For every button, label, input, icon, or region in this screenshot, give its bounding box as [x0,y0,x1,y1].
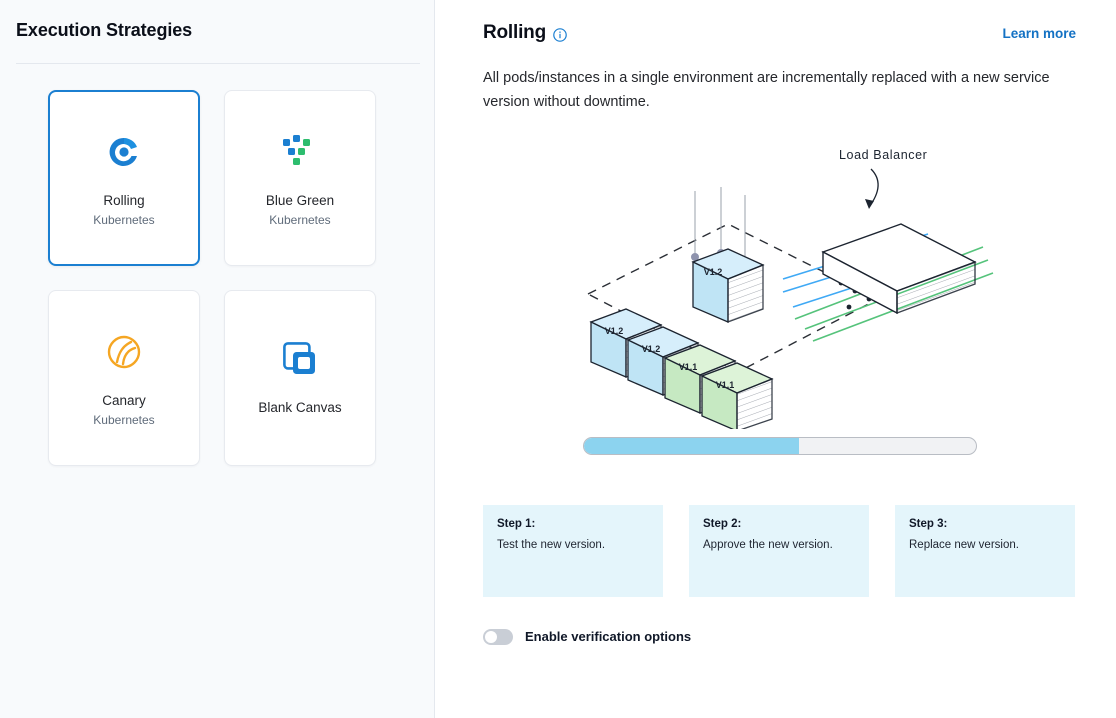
step-title: Step 1: [497,517,536,530]
strategy-card-sub: Kubernetes [93,213,155,227]
step-title: Step 2: [703,517,742,530]
strategy-card-label: Blue Green [265,193,335,208]
svg-text:V1.2: V1.2 [703,266,723,277]
svg-text:V1.2: V1.2 [604,325,624,336]
strategy-sidebar [0,0,435,718]
steps-list [483,505,1076,597]
step-card [689,505,869,597]
verification-options-row [483,629,1076,645]
strategy-card-sub: Kubernetes [93,413,155,427]
strategy-card-blank-canvas[interactable] [224,290,376,466]
strategy-card-label: Blank Canvas [258,400,342,415]
step-text: Approve the new version. [703,538,833,551]
step-card [895,505,1075,597]
blue-green-icon [283,129,317,175]
svg-text:V1.2: V1.2 [641,343,661,354]
learn-more-link[interactable]: Learn more [1002,25,1076,41]
detail-title: Rolling [483,22,546,43]
rolling-diagram [483,129,1103,429]
canary-icon [107,329,141,375]
step-text: Test the new version. [497,538,606,551]
enable-verification-label: Enable verification options [525,629,692,644]
step-title: Step 3: [909,517,948,530]
step-text: Replace new version. [909,538,1019,551]
rollout-progress-bar [583,437,977,455]
rollout-progress-fill [584,438,800,454]
detail-header [483,22,1076,44]
page-title: Execution Strategies [16,20,193,40]
strategy-card-label: Canary [102,393,146,408]
strategy-card-sub: Kubernetes [269,213,331,227]
blank-canvas-icon [283,336,317,382]
svg-text:V1.1: V1.1 [715,379,735,390]
load-balancer-label: Load Balancer [839,147,928,162]
strategy-card-rolling[interactable] [48,90,200,266]
strategy-card-blue-green[interactable] [224,90,376,266]
sidebar-divider [16,63,420,64]
strategy-illustration [483,129,1076,429]
strategy-card-grid [16,90,418,466]
strategy-detail-panel [435,0,1116,718]
toggle-knob [485,631,497,643]
strategy-card-label: Rolling [103,193,145,208]
enable-verification-toggle[interactable] [483,629,513,645]
detail-description: All pods/instances in a single environment are incrementally replaced with a new service version without downtime. [483,70,1050,110]
svg-text:V1.1: V1.1 [678,361,698,372]
info-icon[interactable] [553,28,567,42]
step-card [483,505,663,597]
rolling-icon [107,129,141,175]
strategy-card-canary[interactable] [48,290,200,466]
